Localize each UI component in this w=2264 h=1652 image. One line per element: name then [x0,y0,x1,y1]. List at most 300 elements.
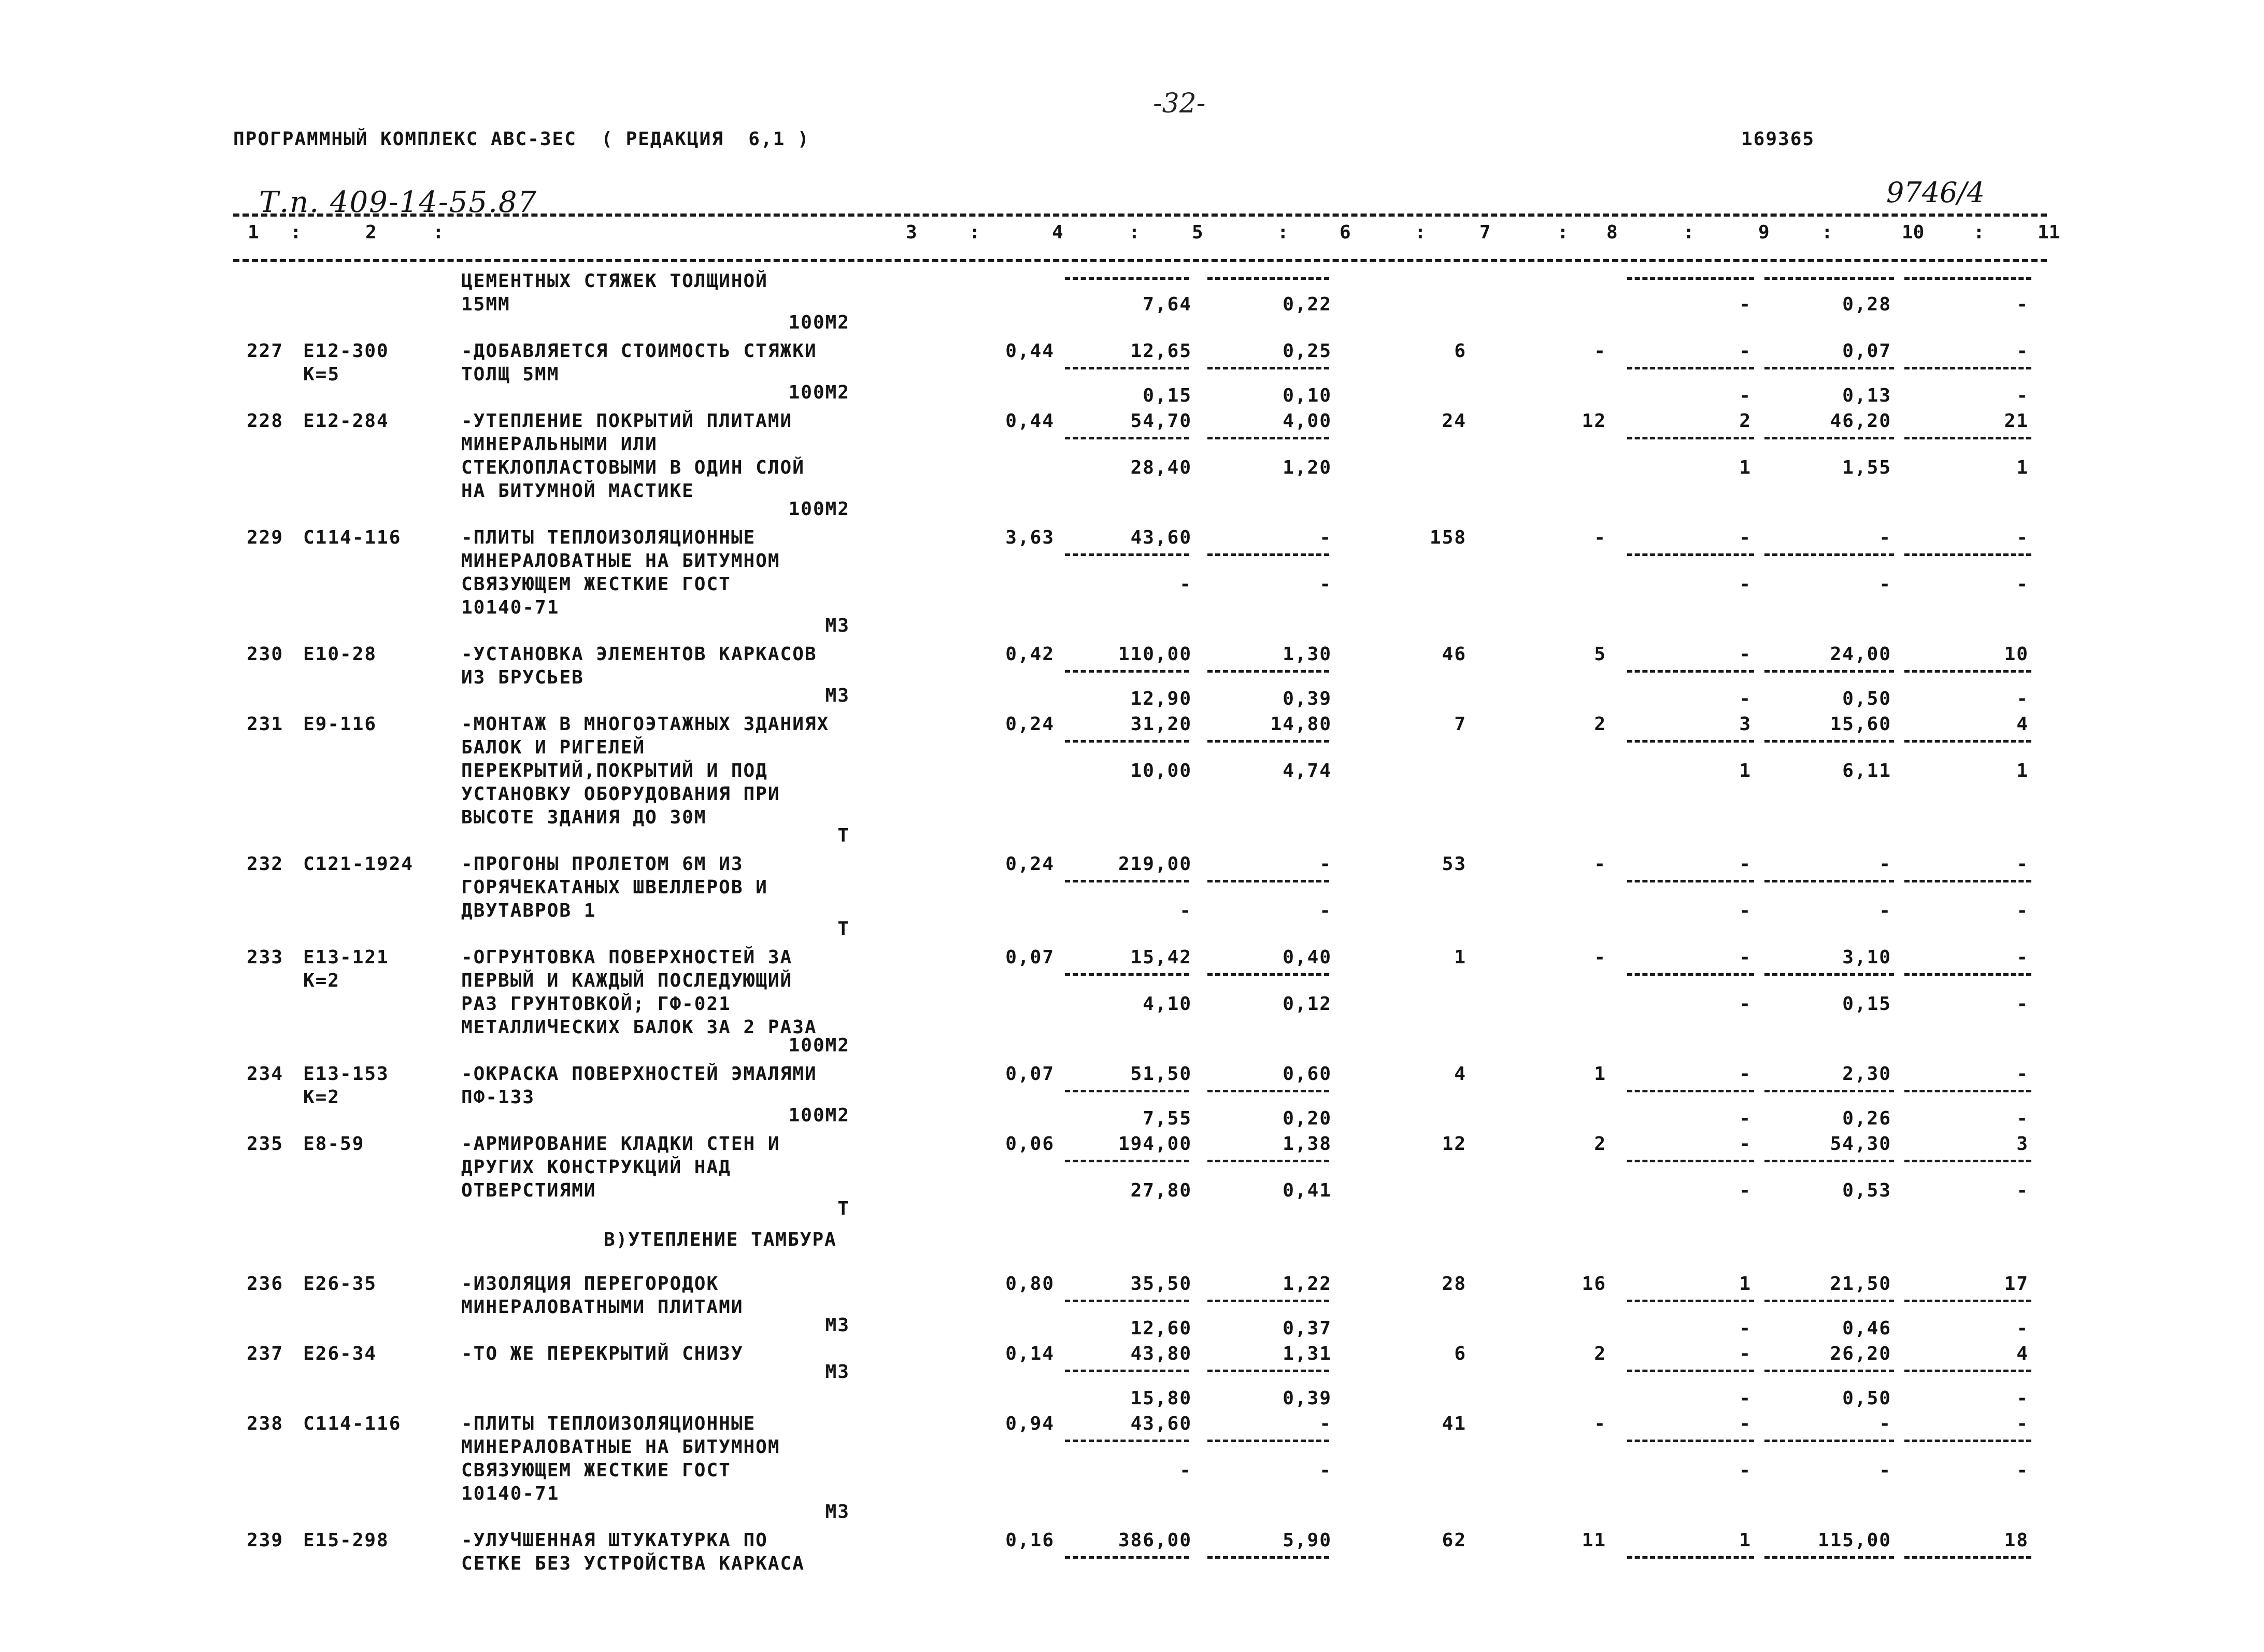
cell-sub-c11: - [2016,1388,2029,1409]
section-heading: В)УТЕПЛЕНИЕ ТАМБУРА [604,1229,837,1250]
column-separator: : [969,222,980,243]
row-number: 239 [247,1530,284,1551]
rate-code: Е15-298 [303,1530,389,1551]
rate-code: Е26-34 [303,1343,377,1364]
cell-c11: 3 [2016,1133,2029,1155]
cell-sub-c5: 28,40 [1130,457,1192,478]
cell-c9: - [1739,644,1752,665]
cell-rule [1764,740,1894,743]
cell-rule [1065,1300,1189,1302]
cell-sub-c11: - [2016,1460,2029,1481]
work-description: ОТВЕРСТИЯМИ [461,1180,596,1201]
cell-sub-c10: - [1879,574,1891,595]
column-separator: : [1415,222,1426,243]
cell-rule [1904,1160,2031,1162]
cell-c11: 17 [2004,1273,2029,1294]
cell-c5: 15,42 [1130,947,1192,968]
cell-rule [1764,1440,1894,1442]
row-number: 227 [247,340,284,362]
work-description: -ИЗОЛЯЦИЯ ПЕРЕГОРОДОК [461,1273,719,1294]
cell-c5: 43,80 [1130,1343,1192,1364]
cell-c9: - [1739,340,1752,362]
rate-code: Е12-284 [303,410,389,432]
rate-code: К=2 [303,1087,340,1108]
cell-sub-c5: 12,90 [1130,688,1192,709]
cell-sub-c10: 0,46 [1842,1318,1891,1339]
cell-c11: - [2016,1063,2029,1085]
cell-sub-c6: - [1319,1460,1332,1481]
cell-c4: 0,07 [1005,947,1055,968]
cell-rule [1207,1300,1329,1302]
column-separator: : [1973,222,1985,243]
cell-c9: - [1739,947,1752,968]
cell-c7: 12 [1442,1133,1466,1155]
column-number-2: 2 [365,222,377,243]
row-number: 237 [247,1343,284,1364]
cell-rule [1904,1440,2031,1442]
work-description: МИНЕРАЛЬНЫМИ ИЛИ [461,434,658,455]
cell-rule [1065,1090,1189,1092]
cell-c8: 2 [1594,1343,1606,1364]
cell-sub-c10: 1,55 [1842,457,1891,478]
rate-code: Е13-153 [303,1063,389,1085]
work-description: МИНЕРАЛОВАТНЫЕ НА БИТУМНОМ [461,1436,780,1458]
cell-c5: 7,64 [1143,294,1192,315]
cell-sub-c6: - [1319,900,1332,921]
cell-rule [1627,1090,1754,1092]
work-description: ПЕРЕКРЫТИЙ,ПОКРЫТИЙ И ПОД [461,760,768,781]
cell-c10: 26,20 [1830,1343,1891,1364]
cell-rule [1207,437,1329,439]
handwritten-project-number: Т.п. 409-14-55.87 [259,186,538,219]
cell-sub-c9: 1 [1739,457,1752,478]
column-number-8: 8 [1606,222,1618,243]
rate-code: Е9-116 [303,714,377,735]
cell-rule [1904,880,2031,882]
cell-c4: 0,14 [1005,1343,1055,1364]
work-description: ИЗ БРУСЬЕВ [461,667,584,688]
cell-rule [1627,437,1754,439]
cell-rule [1207,740,1329,743]
cell-rule [1904,367,2031,369]
work-description: -ОКРАСКА ПОВЕРХНОСТЕЙ ЭМАЛЯМИ [461,1063,817,1085]
work-description: ЦЕМЕНТНЫХ СТЯЖЕК ТОЛЩИНОЙ [461,270,768,292]
handwritten-sheet-number: 9746/4 [1886,176,1985,209]
cell-c8: - [1594,340,1606,362]
cell-rule [1065,553,1189,556]
cell-c7: 53 [1442,853,1466,875]
cell-c5: 43,60 [1130,1413,1192,1434]
cell-rule [1764,1556,1894,1559]
cell-rule [1904,553,2031,556]
work-description: БАЛОК И РИГЕЛЕЙ [461,737,646,758]
work-description: -ТО ЖЕ ПЕРЕКРЫТИЙ СНИЗУ [461,1343,744,1364]
cell-sub-c9: - [1739,688,1752,709]
unit-of-measure: М3 [825,1501,850,1522]
cell-rule [1627,973,1754,976]
cell-rule [1207,670,1329,673]
cell-c7: 1 [1454,947,1466,968]
cell-sub-c10: 0,50 [1842,688,1891,709]
cell-sub-c5: 12,60 [1130,1318,1192,1339]
cell-c5: 35,50 [1130,1273,1192,1294]
column-separator: : [1821,222,1833,243]
column-number-9: 9 [1758,222,1770,243]
work-description: УСТАНОВКУ ОБОРУДОВАНИЯ ПРИ [461,784,780,805]
column-number-6: 6 [1340,222,1351,243]
work-description: РАЗ ГРУНТОВКОЙ; ГФ-021 [461,993,731,1015]
cell-sub-c11: - [2016,1318,2029,1339]
cell-c6: 1,38 [1283,1133,1332,1155]
row-number: 233 [247,947,284,968]
cell-sub-c6: 0,39 [1283,688,1332,709]
unit-of-measure: 100М2 [788,1035,850,1056]
cell-c9: - [1739,527,1752,548]
column-number-row [0,222,2264,248]
work-description: ТОЛЩ 5ММ [461,364,560,385]
row-number: 238 [247,1413,284,1434]
cell-rule [1065,277,1189,280]
cell-sub-c9: - [1739,993,1752,1015]
cell-c4: 0,44 [1005,410,1055,432]
cell-c8: 2 [1594,714,1606,735]
cell-rule [1065,437,1189,439]
cell-c4: 3,63 [1005,527,1055,548]
cell-c4: 0,06 [1005,1133,1055,1155]
cell-rule [1065,973,1189,976]
cell-c10: 24,00 [1830,644,1891,665]
cell-sub-c11: - [2016,1108,2029,1129]
column-separator: : [1277,222,1289,243]
row-number: 235 [247,1133,284,1155]
cell-sub-c6: 4,74 [1283,760,1332,781]
cell-c9: - [1739,1133,1752,1155]
cell-sub-c11: - [2016,900,2029,921]
cell-c9: - [1739,853,1752,875]
cell-sub-c9: - [1739,385,1752,406]
cell-sub-c9: 1 [1739,760,1752,781]
cell-rule [1627,553,1754,556]
cell-sub-c5: 4,10 [1143,993,1192,1015]
cell-sub-c9: - [1739,1318,1752,1339]
cell-c7: 7 [1454,714,1466,735]
cell-c7: 4 [1454,1063,1466,1085]
cell-rule [1764,880,1894,882]
work-description: -ПРОГОНЫ ПРОЛЕТОМ 6М ИЗ [461,853,744,875]
cell-rule [1904,1370,2031,1372]
rate-code: С114-116 [303,1413,402,1434]
row-number: 229 [247,527,284,548]
cell-c7: 158 [1429,527,1466,548]
cell-c4: 0,24 [1005,714,1055,735]
cell-sub-c6: 1,20 [1283,457,1332,478]
cell-rule [1764,1160,1894,1162]
cell-c9: 2 [1739,410,1752,432]
cell-rule [1065,1370,1189,1372]
cell-c11: - [2016,340,2029,362]
column-separator: : [1557,222,1569,243]
cell-c4: 0,44 [1005,340,1055,362]
cell-rule [1764,277,1894,280]
cell-sub-c6: 0,37 [1283,1318,1332,1339]
cell-sub-c6: - [1319,574,1332,595]
cell-rule [1904,1090,2031,1092]
cell-c8: 5 [1594,644,1606,665]
rate-code: К=2 [303,970,340,991]
cell-sub-c5: 15,80 [1130,1388,1192,1409]
cell-c6: 1,30 [1283,644,1332,665]
cell-rule [1627,367,1754,369]
cell-sub-c11: - [2016,574,2029,595]
unit-of-measure: 100М2 [788,1105,850,1126]
cell-rule [1764,437,1894,439]
cell-c11: - [2016,527,2029,548]
cell-rule [1207,1160,1329,1162]
work-description: 10140-71 [461,597,560,618]
work-description: 10140-71 [461,1483,560,1504]
cell-rule [1904,1556,2031,1559]
work-description: -УСТАНОВКА ЭЛЕМЕНТОВ КАРКАСОВ [461,644,817,665]
cell-sub-c6: 0,39 [1283,1388,1332,1409]
rate-code: К=5 [303,364,340,385]
cell-c8: 11 [1582,1530,1606,1551]
cell-rule [1207,553,1329,556]
cell-c6: - [1319,1413,1332,1434]
column-number-3: 3 [906,222,917,243]
cell-c4: 0,16 [1005,1530,1055,1551]
cell-c7: 28 [1442,1273,1466,1294]
column-separator: : [1129,222,1140,243]
work-description: -АРМИРОВАНИЕ КЛАДКИ СТЕН И [461,1133,780,1155]
cell-sub-c5: 7,55 [1143,1108,1192,1129]
cell-c5: 43,60 [1130,527,1192,548]
cell-sub-c5: 0,15 [1143,385,1192,406]
cell-rule [1207,973,1329,976]
work-description: СЕТКЕ БЕЗ УСТРОЙСТВА КАРКАСА [461,1553,805,1574]
cell-c9: - [1739,294,1752,315]
cell-c11: 10 [2004,644,2029,665]
work-description: -УЛУЧШЕННАЯ ШТУКАТУРКА ПО [461,1530,768,1551]
cell-c8: - [1594,947,1606,968]
cell-sub-c5: - [1179,574,1192,595]
work-description: ВЫСОТЕ ЗДАНИЯ ДО 30М [461,807,707,828]
cell-c4: 0,42 [1005,644,1055,665]
cell-sub-c11: - [2016,993,2029,1015]
cell-rule [1904,740,2031,743]
row-number: 228 [247,410,284,432]
header-rule-top [233,213,2047,217]
cell-rule [1065,880,1189,882]
work-description: 15ММ [461,294,510,315]
work-description: СВЯЗУЮЩЕМ ЖЕСТКИЕ ГОСТ [461,574,731,595]
cell-c5: 12,65 [1130,340,1192,362]
cell-rule [1904,437,2031,439]
row-number: 232 [247,853,284,875]
cell-c10: 15,60 [1830,714,1891,735]
cell-rule [1904,670,2031,673]
cell-c10: 2,30 [1842,1063,1891,1085]
cell-c10: 0,28 [1842,294,1891,315]
cell-c10: 54,30 [1830,1133,1891,1155]
cell-c4: 0,07 [1005,1063,1055,1085]
cell-c6: 0,22 [1283,294,1332,315]
unit-of-measure: М3 [825,685,850,706]
work-description: -ОГРУНТОВКА ПОВЕРХНОСТЕЙ ЗА [461,947,793,968]
cell-c4: 0,24 [1005,853,1055,875]
row-number: 231 [247,714,284,735]
cell-c6: 0,60 [1283,1063,1332,1085]
unit-of-measure: 100М2 [788,382,850,403]
cell-c9: - [1739,1413,1752,1434]
cell-sub-c10: 0,13 [1842,385,1891,406]
cell-sub-c5: 10,00 [1130,760,1192,781]
cell-c9: 1 [1739,1273,1752,1294]
cell-c11: 4 [2016,714,2029,735]
cell-c5: 110,00 [1118,644,1192,665]
row-number: 234 [247,1063,284,1085]
column-separator: : [1683,222,1695,243]
cell-sub-c10: 0,15 [1842,993,1891,1015]
cell-sub-c10: 0,53 [1842,1180,1891,1201]
column-separator: : [290,222,302,243]
cell-sub-c9: - [1739,1460,1752,1481]
cell-rule [1065,367,1189,369]
cell-c7: 62 [1442,1530,1466,1551]
column-number-7: 7 [1479,222,1491,243]
cell-rule [1627,1370,1754,1372]
cell-c5: 51,50 [1130,1063,1192,1085]
cell-c10: 21,50 [1830,1273,1891,1294]
cell-sub-c10: 0,26 [1842,1108,1891,1129]
cell-rule [1904,277,2031,280]
work-description: МЕТАЛЛИЧЕСКИХ БАЛОК ЗА 2 РАЗА [461,1017,817,1038]
page-number: -32- [1153,88,1206,119]
cell-c9: 3 [1739,714,1752,735]
cell-c6: 0,40 [1283,947,1332,968]
column-number-11: 11 [2038,222,2060,243]
cell-c6: 0,25 [1283,340,1332,362]
cell-c11: - [2016,294,2029,315]
cell-rule [1065,1440,1189,1442]
work-description: СВЯЗУЮЩЕМ ЖЕСТКИЕ ГОСТ [461,1460,731,1481]
work-description: ДРУГИХ КОНСТРУКЦИЙ НАД [461,1157,731,1178]
cell-c4: 0,80 [1005,1273,1055,1294]
cell-c9: - [1739,1063,1752,1085]
cell-c5: 54,70 [1130,410,1192,432]
rate-code: Е12-300 [303,340,389,362]
cell-c11: - [2016,947,2029,968]
cell-c10: 0,07 [1842,340,1891,362]
cell-rule [1207,1090,1329,1092]
cell-sub-c6: 0,20 [1283,1108,1332,1129]
cell-rule [1627,740,1754,743]
cell-sub-c10: 6,11 [1842,760,1891,781]
cell-c8: - [1594,1413,1606,1434]
work-description: ПФ-133 [461,1087,535,1108]
cell-sub-c10: 0,50 [1842,1388,1891,1409]
cell-rule [1065,1160,1189,1162]
cell-sub-c6: 0,10 [1283,385,1332,406]
cell-rule [1207,1440,1329,1442]
header-rule-bottom [233,259,2047,262]
unit-of-measure: М3 [825,615,850,636]
cell-sub-c6: 0,12 [1283,993,1332,1015]
cell-c8: 16 [1582,1273,1606,1294]
cell-c8: - [1594,527,1606,548]
cell-c7: 24 [1442,410,1466,432]
cell-rule [1627,277,1754,280]
unit-of-measure: Т [837,825,850,846]
cell-sub-c11: 1 [2016,760,2029,781]
unit-of-measure: Т [837,918,850,939]
cell-rule [1764,1370,1894,1372]
cell-c11: 4 [2016,1343,2029,1364]
cell-rule [1627,1160,1754,1162]
cell-c6: 1,31 [1283,1343,1332,1364]
cell-c6: - [1319,853,1332,875]
work-description: ГОРЯЧЕКАТАНЫХ ШВЕЛЛЕРОВ И [461,877,768,898]
column-separator: : [433,222,444,243]
work-description: МИНЕРАЛОВАТНЫМИ ПЛИТАМИ [461,1297,744,1318]
cell-sub-c11: - [2016,385,2029,406]
cell-rule [1764,670,1894,673]
cell-c7: 46 [1442,644,1466,665]
work-description: -ПЛИТЫ ТЕПЛОИЗОЛЯЦИОННЫЕ [461,1413,756,1434]
cell-rule [1627,1440,1754,1442]
cell-rule [1627,1300,1754,1302]
cell-sub-c9: - [1739,1180,1752,1201]
cell-c10: 46,20 [1830,410,1891,432]
work-description: -УТЕПЛЕНИЕ ПОКРЫТИЙ ПЛИТАМИ [461,410,793,432]
cell-c7: 6 [1454,1343,1466,1364]
cell-c11: - [2016,1413,2029,1434]
cell-c6: 14,80 [1270,714,1332,735]
cell-sub-c9: - [1739,574,1752,595]
cell-sub-c11: - [2016,1180,2029,1201]
cell-sub-c10: - [1879,900,1891,921]
cell-rule [1627,670,1754,673]
cell-c9: - [1739,1343,1752,1364]
rate-code: Е8-59 [303,1133,365,1155]
cell-c6: 1,22 [1283,1273,1332,1294]
unit-of-measure: Т [837,1198,850,1219]
cell-c8: 2 [1594,1133,1606,1155]
cell-rule [1904,973,2031,976]
cell-sub-c9: - [1739,1388,1752,1409]
rate-code: Е13-121 [303,947,389,968]
cell-sub-c9: - [1739,1108,1752,1129]
unit-of-measure: М3 [825,1315,850,1336]
cell-c10: 115,00 [1817,1530,1891,1551]
cell-c8: 1 [1594,1063,1606,1085]
cell-c5: 386,00 [1118,1530,1192,1551]
rate-code: Е10-28 [303,644,377,665]
cell-rule [1207,277,1329,280]
work-description: НА БИТУМНОЙ МАСТИКЕ [461,480,694,502]
cell-c6: - [1319,527,1332,548]
cell-rule [1764,367,1894,369]
unit-of-measure: 100М2 [788,499,850,520]
cell-c11: 18 [2004,1530,2029,1551]
cell-c5: 194,00 [1118,1133,1192,1155]
cell-c7: 6 [1454,340,1466,362]
rate-code: С121-1924 [303,853,414,875]
work-description: -МОНТАЖ В МНОГОЭТАЖНЫХ ЗДАНИЯХ [461,714,830,735]
work-description: СТЕКЛОПЛАСТОВЫМИ В ОДИН СЛОЙ [461,457,805,478]
cell-c5: 31,20 [1130,714,1192,735]
rate-code: С114-116 [303,527,402,548]
cell-c5: 219,00 [1118,853,1192,875]
